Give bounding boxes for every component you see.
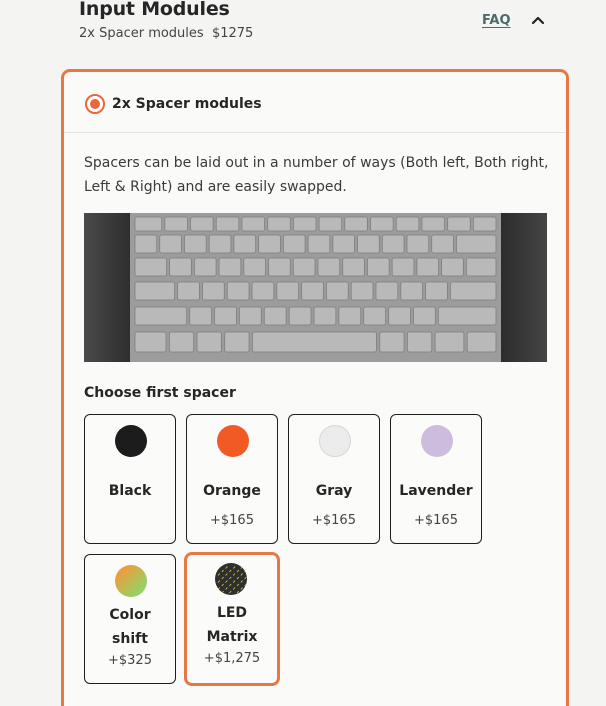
keyboard-key: [244, 258, 266, 276]
keyboard-key: [407, 235, 429, 253]
color-dot: [421, 425, 453, 457]
swatch-price: +$165: [210, 513, 254, 528]
keyboard-key: [277, 282, 299, 300]
keyboard-key: [380, 332, 404, 352]
keyboard-key: [178, 282, 200, 300]
led-dot: [226, 574, 228, 576]
chevron-up-icon[interactable]: [528, 10, 548, 30]
keyboard-key: [442, 258, 464, 276]
led-dot: [222, 591, 224, 593]
keyboard-key: [135, 282, 175, 300]
keyboard-key: [264, 307, 286, 325]
keyboard-key: [216, 217, 239, 231]
swatch-gray[interactable]: [288, 414, 380, 544]
swatch-name: [85, 603, 175, 651]
keyboard-key: [268, 217, 291, 231]
choose-spacer-label: Choose first spacer: [84, 385, 236, 401]
keyboard-key: [209, 235, 231, 253]
led-dot: [226, 567, 228, 569]
swatch-name-line: Matrix: [206, 629, 258, 645]
swatch-name-line: shift: [112, 631, 148, 647]
keyboard-key: [396, 217, 419, 231]
led-dot: [237, 577, 239, 579]
keyboard-key: [197, 332, 221, 352]
swatch-name: Lavender: [399, 483, 473, 499]
keyboard-key: [426, 282, 448, 300]
keyboard-key: [252, 332, 376, 352]
led-dot: [229, 570, 231, 572]
option-radio[interactable]: [85, 94, 105, 114]
radio-selected-dot: [90, 99, 100, 109]
keyboard-key: [308, 235, 330, 253]
keyboard-key: [135, 217, 162, 231]
keyboard-key: [283, 235, 305, 253]
swatch-price: +$325: [108, 653, 152, 668]
keyboard-key: [194, 258, 216, 276]
led-dot: [226, 588, 228, 590]
keyboard-key: [219, 258, 241, 276]
keyboard-key: [169, 332, 193, 352]
keyboard-key: [407, 332, 431, 352]
swatch-color-shift[interactable]: [84, 554, 176, 684]
swatch-black[interactable]: [84, 414, 176, 544]
keyboard-key: [239, 307, 261, 325]
led-dot: [237, 570, 239, 572]
led-dot: [218, 567, 220, 569]
keyboard-key: [170, 258, 192, 276]
led-dot: [229, 591, 231, 593]
swatch-name: Black: [108, 483, 152, 499]
keyboard-key: [371, 217, 394, 231]
led-matrix-icon: [215, 563, 247, 595]
keyboard-key: [456, 235, 496, 253]
led-dot: [226, 581, 228, 583]
keyboard-key: [339, 307, 361, 325]
led-dot: [241, 581, 243, 583]
keyboard-key: [319, 217, 342, 231]
keyboard-plate: [130, 213, 501, 362]
keyboard-key: [401, 282, 423, 300]
section-summary: 2x Spacer modules $1275: [79, 26, 254, 41]
keyboard-key: [422, 217, 445, 231]
keyboard-key: [467, 332, 496, 352]
keyboard-key: [345, 217, 368, 231]
color-dot: [217, 425, 249, 457]
swatch-lavender[interactable]: [390, 414, 482, 544]
color-dot: [115, 425, 147, 457]
section-header: [0, 0, 606, 66]
keyboard-key: [326, 282, 348, 300]
led-dot: [218, 588, 220, 590]
keyboard-photo: [84, 213, 547, 362]
keyboard-key: [376, 282, 398, 300]
keyboard-key: [289, 307, 311, 325]
led-dot: [237, 584, 239, 586]
led-dot: [233, 581, 235, 583]
faq-link[interactable]: FAQ: [482, 13, 511, 28]
keyboard-key: [358, 235, 380, 253]
keyboard-key: [432, 235, 454, 253]
section-title: Input Modules: [79, 0, 230, 20]
swatch-name: Gray: [315, 483, 353, 499]
led-dot: [229, 584, 231, 586]
keyboard-key: [364, 307, 386, 325]
keyboard-key: [435, 332, 464, 352]
option-header[interactable]: [64, 72, 566, 133]
swatch-orange[interactable]: [186, 414, 278, 544]
led-dot: [222, 577, 224, 579]
keyboard-key: [392, 258, 414, 276]
keyboard-key: [227, 282, 249, 300]
keyboard-key: [259, 235, 281, 253]
keyboard-key: [135, 235, 157, 253]
keyboard-key: [135, 258, 167, 276]
swatch-name: Orange: [203, 483, 261, 499]
led-dot: [218, 574, 220, 576]
keyboard-key: [417, 258, 439, 276]
swatch-name-line: LED: [216, 605, 248, 621]
led-dot: [237, 591, 239, 593]
keyboard-key: [293, 258, 315, 276]
keyboard-key: [160, 235, 182, 253]
option-title: 2x Spacer modules: [112, 96, 262, 112]
spacer-option-card: [61, 69, 569, 706]
keyboard-key: [318, 258, 340, 276]
option-description: Spacers can be laid out in a number of ways (Both left, Both right, Left & Right) and are easily swapped.: [84, 155, 549, 195]
led-dot: [241, 567, 243, 569]
keyboard-key: [314, 307, 336, 325]
swatch-name: [187, 601, 277, 649]
keyboard-key: [252, 282, 274, 300]
keyboard-key: [333, 235, 355, 253]
led-dot: [233, 588, 235, 590]
keyboard-key: [450, 282, 496, 300]
keyboard-key: [184, 235, 206, 253]
led-dot: [233, 574, 235, 576]
keyboard-key: [269, 258, 291, 276]
swatch-price: +$1,275: [203, 651, 261, 666]
led-dot: [245, 591, 247, 593]
keyboard-key: [234, 235, 256, 253]
keyboard-key: [466, 258, 496, 276]
swatch-price: +$165: [312, 513, 356, 528]
led-dot: [245, 570, 247, 572]
keyboard-key: [225, 332, 249, 352]
keyboard-key: [165, 217, 188, 231]
led-dot: [241, 574, 243, 576]
keyboard-key: [382, 235, 404, 253]
keyboard-key: [438, 307, 496, 325]
led-dot: [218, 581, 220, 583]
swatch-price: +$165: [414, 513, 458, 528]
keyboard-key: [215, 307, 237, 325]
led-dot: [241, 588, 243, 590]
keyboard-key: [351, 282, 373, 300]
color-dot: [115, 565, 147, 597]
keyboard-key: [343, 258, 365, 276]
swatch-name-line: Color: [109, 607, 151, 623]
keyboard-key: [473, 217, 496, 231]
keyboard-key: [242, 217, 265, 231]
spacer-module-left: [84, 213, 130, 362]
spacer-module-right: [501, 213, 547, 362]
keyboard-key: [293, 217, 316, 231]
keyboard-key: [190, 307, 212, 325]
keyboard-key: [135, 307, 187, 325]
keyboard-key: [448, 217, 471, 231]
led-dot: [229, 577, 231, 579]
keyboard-key: [191, 217, 214, 231]
keyboard-key: [202, 282, 224, 300]
keyboard-key: [302, 282, 324, 300]
keyboard-key: [389, 307, 411, 325]
keyboard-key: [135, 332, 166, 352]
led-dot: [233, 567, 235, 569]
led-dot: [245, 577, 247, 579]
keyboard-key: [413, 307, 435, 325]
color-dot: [319, 425, 351, 457]
led-dot: [245, 584, 247, 586]
swatch-led-matrix[interactable]: [184, 552, 280, 686]
led-dot: [222, 584, 224, 586]
led-dot: [222, 570, 224, 572]
keyboard-key: [367, 258, 389, 276]
